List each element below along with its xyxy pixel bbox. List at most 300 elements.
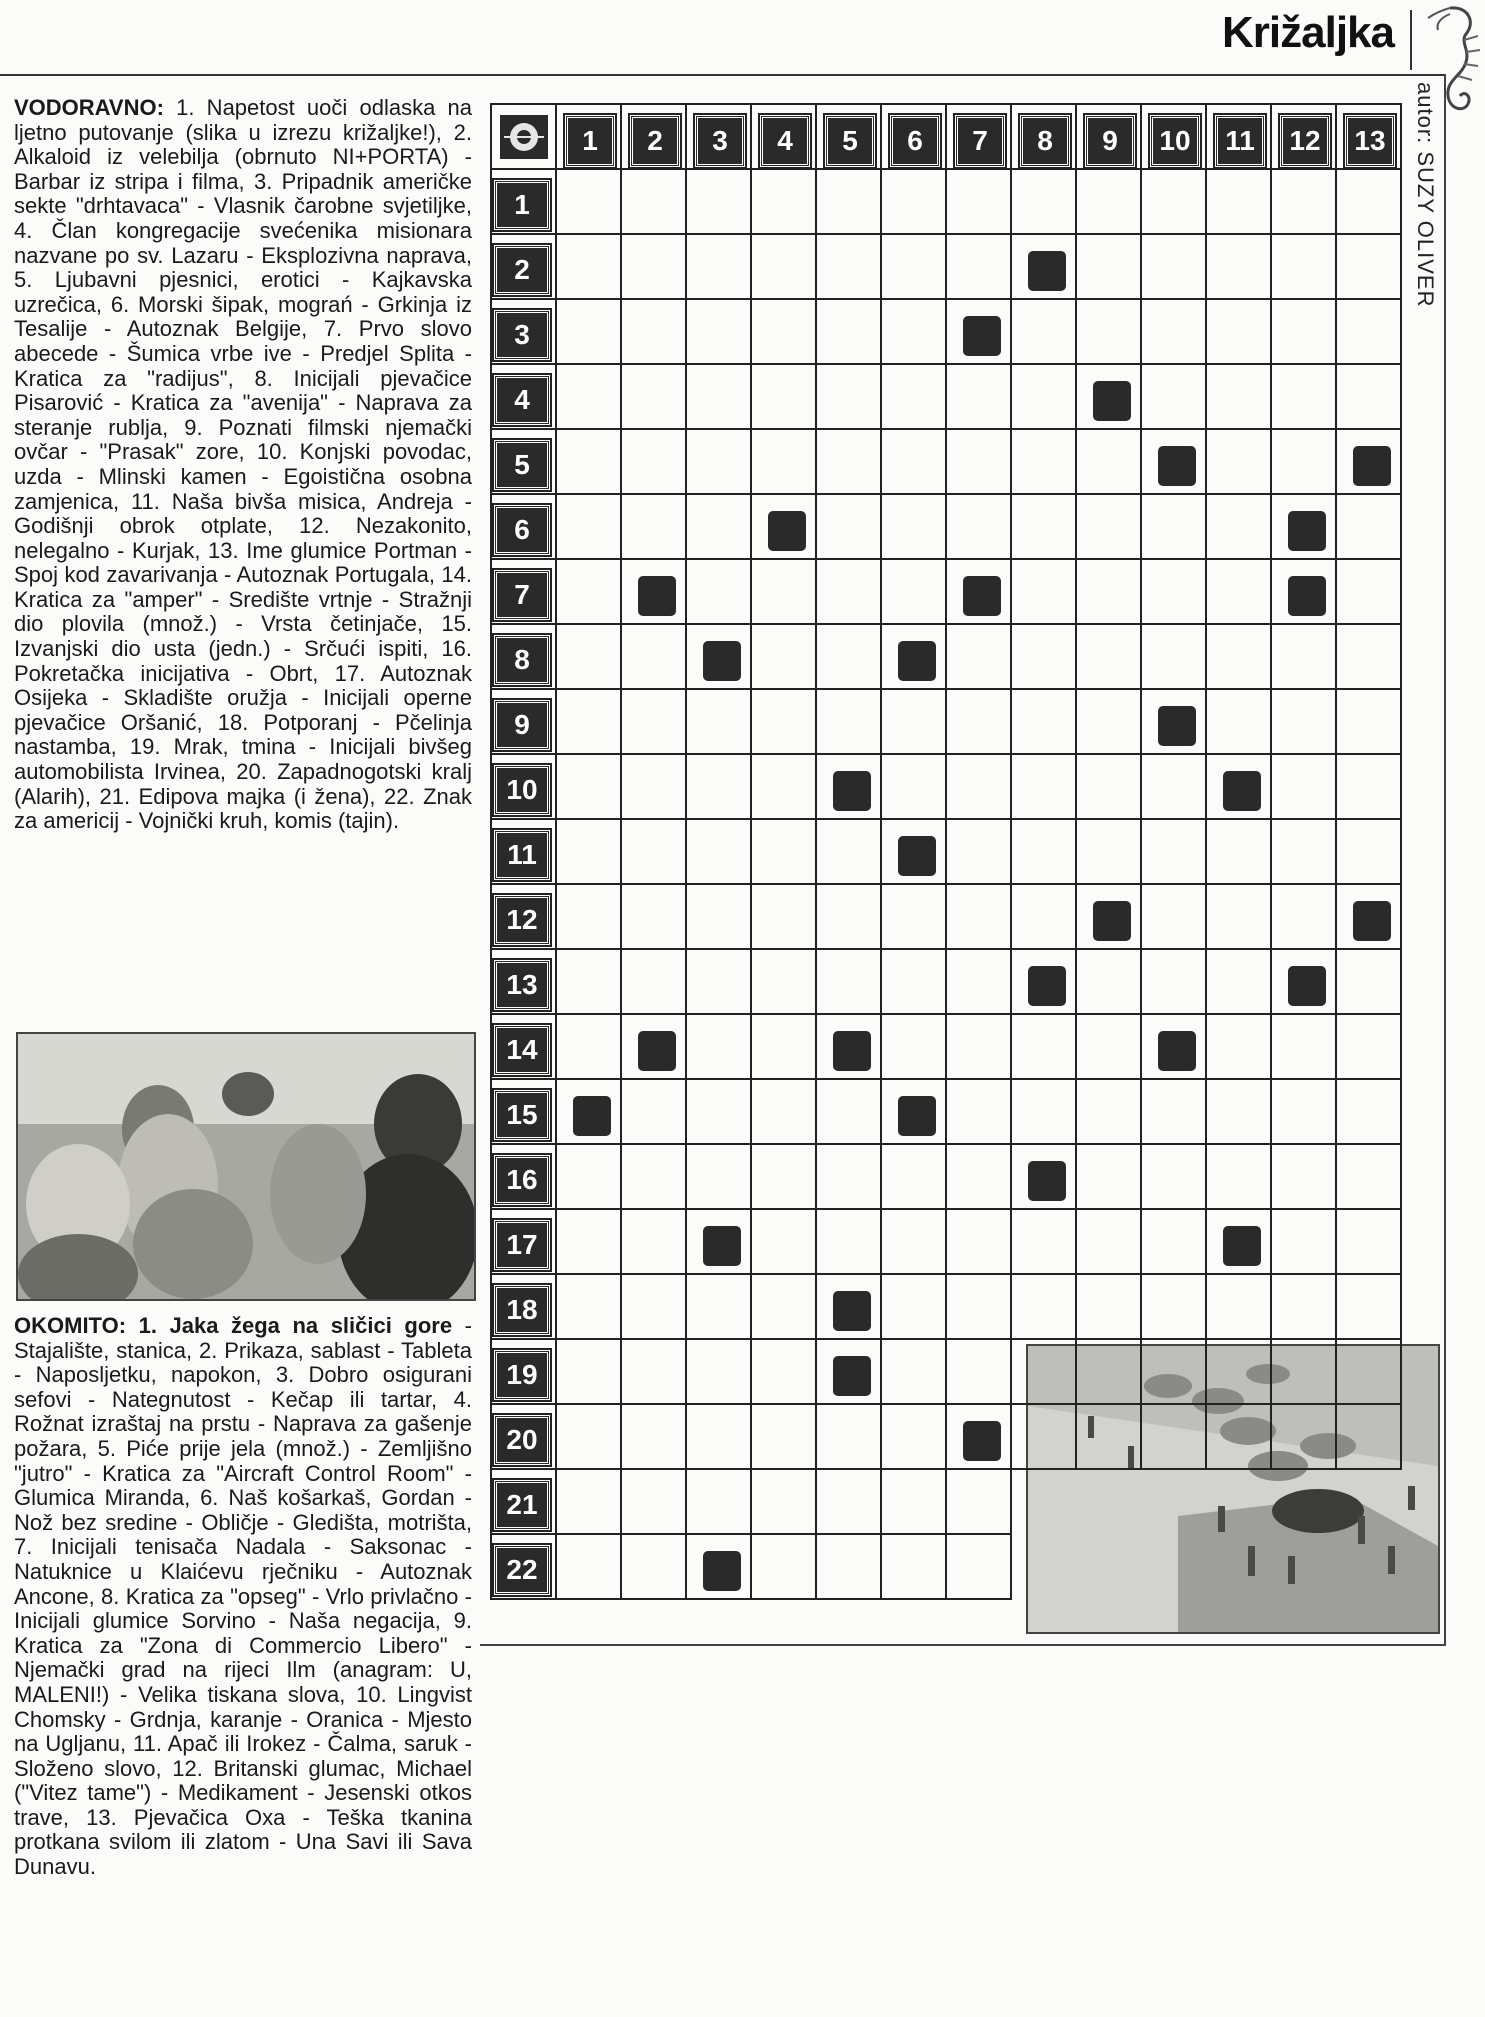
letter-cell[interactable]: [622, 1080, 687, 1145]
row-number: 12: [494, 895, 550, 945]
letter-cell[interactable]: [752, 170, 817, 235]
letter-cell[interactable]: [687, 300, 752, 365]
letter-cell[interactable]: [1012, 1405, 1077, 1470]
letter-cell[interactable]: [882, 1275, 947, 1340]
letter-cell[interactable]: [557, 1275, 622, 1340]
row-number: 5: [494, 440, 550, 490]
letter-cell[interactable]: [752, 885, 817, 950]
row-number: 17: [494, 1220, 550, 1270]
letter-cell[interactable]: [752, 820, 817, 885]
letter-cell[interactable]: [1012, 1340, 1077, 1405]
column-header-6: [882, 105, 947, 170]
black-cell: [817, 1015, 882, 1080]
letter-cell[interactable]: [752, 300, 817, 365]
row-number: 18: [494, 1285, 550, 1335]
letter-cell[interactable]: [1272, 1145, 1337, 1210]
letter-cell[interactable]: [1207, 560, 1272, 625]
black-cell: [1272, 495, 1337, 560]
letter-cell[interactable]: [1012, 560, 1077, 625]
letter-cell[interactable]: [687, 170, 752, 235]
letter-cell[interactable]: [1207, 1015, 1272, 1080]
black-square: [573, 1096, 611, 1136]
letter-cell[interactable]: [557, 1340, 622, 1405]
row-number: 19: [494, 1350, 550, 1400]
letter-cell[interactable]: [947, 365, 1012, 430]
row-header-1: [492, 170, 557, 235]
letter-cell[interactable]: [1207, 1145, 1272, 1210]
row-number: 3: [494, 310, 550, 360]
letter-cell[interactable]: [882, 885, 947, 950]
letter-cell[interactable]: [687, 365, 752, 430]
letter-cell[interactable]: [1077, 495, 1142, 560]
column-number: 8: [1020, 115, 1070, 167]
letter-cell[interactable]: [622, 690, 687, 755]
letter-cell[interactable]: [1207, 170, 1272, 235]
letter-cell[interactable]: [1012, 1015, 1077, 1080]
letter-cell[interactable]: [687, 1405, 752, 1470]
letter-cell[interactable]: [1012, 1275, 1077, 1340]
black-square: [963, 1421, 1001, 1461]
letter-cell[interactable]: [1012, 170, 1077, 235]
letter-cell[interactable]: [1272, 430, 1337, 495]
letter-cell[interactable]: [622, 365, 687, 430]
letter-cell[interactable]: [817, 430, 882, 495]
letter-cell[interactable]: [947, 1340, 1012, 1405]
letter-cell[interactable]: [947, 235, 1012, 300]
letter-cell[interactable]: [687, 1145, 752, 1210]
letter-cell[interactable]: [882, 690, 947, 755]
letter-cell[interactable]: [687, 1015, 752, 1080]
letter-cell[interactable]: [1272, 820, 1337, 885]
letter-cell[interactable]: [1012, 820, 1077, 885]
letter-cell[interactable]: [1337, 1015, 1402, 1080]
letter-cell[interactable]: [882, 950, 947, 1015]
letter-cell[interactable]: [1272, 365, 1337, 430]
letter-cell[interactable]: [947, 1535, 1012, 1600]
letter-cell[interactable]: [1272, 1210, 1337, 1275]
letter-cell[interactable]: [947, 950, 1012, 1015]
letter-cell[interactable]: [622, 1340, 687, 1405]
letter-cell[interactable]: [557, 365, 622, 430]
letter-cell[interactable]: [1077, 1015, 1142, 1080]
letter-cell[interactable]: [622, 755, 687, 820]
letter-cell[interactable]: [817, 885, 882, 950]
letter-cell[interactable]: [1272, 1405, 1337, 1470]
letter-cell[interactable]: [1337, 1340, 1402, 1405]
letter-cell[interactable]: [1337, 300, 1402, 365]
letter-cell[interactable]: [882, 170, 947, 235]
letter-cell[interactable]: [557, 1470, 622, 1535]
letter-cell[interactable]: [947, 430, 1012, 495]
letter-cell[interactable]: [1272, 690, 1337, 755]
letter-cell[interactable]: [1337, 950, 1402, 1015]
letter-cell[interactable]: [1077, 820, 1142, 885]
letter-cell[interactable]: [687, 1470, 752, 1535]
letter-cell[interactable]: [622, 950, 687, 1015]
letter-cell[interactable]: [752, 1275, 817, 1340]
letter-cell[interactable]: [687, 885, 752, 950]
letter-cell[interactable]: [1207, 1405, 1272, 1470]
letter-cell[interactable]: [557, 885, 622, 950]
black-square: [1223, 771, 1261, 811]
letter-cell[interactable]: [1207, 950, 1272, 1015]
letter-cell[interactable]: [1337, 690, 1402, 755]
black-square: [1353, 901, 1391, 941]
letter-cell[interactable]: [1207, 690, 1272, 755]
black-square: [898, 641, 936, 681]
letter-cell[interactable]: [557, 560, 622, 625]
black-cell: [947, 560, 1012, 625]
letter-cell[interactable]: [1012, 430, 1077, 495]
letter-cell[interactable]: [1077, 1340, 1142, 1405]
letter-cell[interactable]: [752, 950, 817, 1015]
letter-cell[interactable]: [1077, 690, 1142, 755]
letter-cell[interactable]: [1142, 170, 1207, 235]
letter-cell[interactable]: [1142, 300, 1207, 365]
letter-cell[interactable]: [1012, 300, 1077, 365]
letter-cell[interactable]: [557, 1535, 622, 1600]
row-header-9: [492, 690, 557, 755]
letter-cell[interactable]: [622, 885, 687, 950]
letter-cell[interactable]: [817, 170, 882, 235]
letter-cell[interactable]: [752, 1340, 817, 1405]
black-square: [638, 1031, 676, 1071]
letter-cell[interactable]: [557, 820, 622, 885]
letter-cell[interactable]: [1337, 560, 1402, 625]
letter-cell[interactable]: [947, 1015, 1012, 1080]
letter-cell[interactable]: [882, 1535, 947, 1600]
letter-cell[interactable]: [947, 495, 1012, 560]
letter-cell[interactable]: [622, 820, 687, 885]
column-header-12: [1272, 105, 1337, 170]
letter-cell[interactable]: [752, 1080, 817, 1145]
letter-cell[interactable]: [947, 1470, 1012, 1535]
column-header-8: [1012, 105, 1077, 170]
black-cell: [1012, 235, 1077, 300]
letter-cell[interactable]: [1142, 1405, 1207, 1470]
letter-cell[interactable]: [882, 1145, 947, 1210]
letter-cell[interactable]: [1142, 560, 1207, 625]
letter-cell[interactable]: [1272, 885, 1337, 950]
letter-cell[interactable]: [1142, 885, 1207, 950]
letter-cell[interactable]: [1142, 1340, 1207, 1405]
letter-cell[interactable]: [557, 495, 622, 560]
row-number: 4: [494, 375, 550, 425]
letter-cell[interactable]: [752, 1470, 817, 1535]
letter-cell[interactable]: [1207, 820, 1272, 885]
black-cell: [687, 1535, 752, 1600]
letter-cell[interactable]: [882, 1015, 947, 1080]
letter-cell[interactable]: [1337, 1145, 1402, 1210]
letter-cell[interactable]: [817, 1470, 882, 1535]
letter-cell[interactable]: [622, 170, 687, 235]
letter-cell[interactable]: [882, 1340, 947, 1405]
letter-cell[interactable]: [752, 1210, 817, 1275]
letter-cell[interactable]: [1012, 690, 1077, 755]
letter-cell[interactable]: [1272, 625, 1337, 690]
letter-cell[interactable]: [1207, 625, 1272, 690]
row-header-4: [492, 365, 557, 430]
row-number: 20: [494, 1415, 550, 1465]
letter-cell[interactable]: [817, 625, 882, 690]
letter-cell[interactable]: [1077, 755, 1142, 820]
letter-cell[interactable]: [1272, 235, 1337, 300]
letter-cell[interactable]: [1207, 430, 1272, 495]
letter-cell[interactable]: [947, 755, 1012, 820]
letter-cell[interactable]: [882, 1405, 947, 1470]
letter-cell[interactable]: [752, 1145, 817, 1210]
seahorse-icon: [1420, 0, 1482, 130]
letter-cell[interactable]: [557, 690, 622, 755]
black-cell: [1142, 690, 1207, 755]
letter-cell[interactable]: [1142, 1145, 1207, 1210]
letter-cell[interactable]: [1337, 1405, 1402, 1470]
letter-cell[interactable]: [1207, 1275, 1272, 1340]
letter-cell[interactable]: [622, 1275, 687, 1340]
letter-cell[interactable]: [817, 1080, 882, 1145]
column-number: 11: [1215, 115, 1265, 167]
black-square: [1353, 446, 1391, 486]
column-header-4: [752, 105, 817, 170]
letter-cell[interactable]: [1142, 950, 1207, 1015]
letter-cell[interactable]: [1272, 300, 1337, 365]
letter-cell[interactable]: [557, 755, 622, 820]
letter-cell[interactable]: [1337, 1210, 1402, 1275]
letter-cell[interactable]: [817, 300, 882, 365]
letter-cell[interactable]: [947, 1275, 1012, 1340]
letter-cell[interactable]: [557, 430, 622, 495]
letter-cell[interactable]: [1077, 170, 1142, 235]
letter-cell[interactable]: [557, 235, 622, 300]
letter-cell[interactable]: [687, 495, 752, 560]
letter-cell[interactable]: [1077, 625, 1142, 690]
letter-cell[interactable]: [1077, 430, 1142, 495]
letter-cell[interactable]: [752, 1015, 817, 1080]
row-header-6: [492, 495, 557, 560]
letter-cell[interactable]: [1077, 1275, 1142, 1340]
letter-cell[interactable]: [1142, 625, 1207, 690]
black-square: [703, 1226, 741, 1266]
letter-cell[interactable]: [1077, 1210, 1142, 1275]
letter-cell[interactable]: [817, 1535, 882, 1600]
letter-cell[interactable]: [557, 1210, 622, 1275]
black-cell: [947, 300, 1012, 365]
letter-cell[interactable]: [882, 495, 947, 560]
letter-cell[interactable]: [1012, 1080, 1077, 1145]
letter-cell[interactable]: [557, 625, 622, 690]
column-header-1: [557, 105, 622, 170]
column-number: 4: [760, 115, 810, 167]
letter-cell[interactable]: [557, 1405, 622, 1470]
letter-cell[interactable]: [817, 235, 882, 300]
black-square: [638, 576, 676, 616]
letter-cell[interactable]: [947, 170, 1012, 235]
letter-cell[interactable]: [687, 560, 752, 625]
letter-cell[interactable]: [557, 1145, 622, 1210]
letter-cell[interactable]: [1207, 1340, 1272, 1405]
letter-cell[interactable]: [947, 1210, 1012, 1275]
letter-cell[interactable]: [687, 755, 752, 820]
letter-cell[interactable]: [1272, 1080, 1337, 1145]
letter-cell[interactable]: [687, 235, 752, 300]
letter-cell[interactable]: [752, 560, 817, 625]
letter-cell[interactable]: [1337, 820, 1402, 885]
letter-cell[interactable]: [817, 820, 882, 885]
letter-cell[interactable]: [882, 1470, 947, 1535]
letter-cell[interactable]: [1272, 1275, 1337, 1340]
letter-cell[interactable]: [882, 560, 947, 625]
letter-cell[interactable]: [1142, 1275, 1207, 1340]
letter-cell[interactable]: [1207, 235, 1272, 300]
letter-cell[interactable]: [1142, 1080, 1207, 1145]
letter-cell[interactable]: [1272, 755, 1337, 820]
letter-cell[interactable]: [622, 1405, 687, 1470]
letter-cell[interactable]: [557, 1015, 622, 1080]
black-cell: [882, 820, 947, 885]
letter-cell[interactable]: [557, 170, 622, 235]
letter-cell[interactable]: [1272, 1015, 1337, 1080]
letter-cell[interactable]: [882, 365, 947, 430]
black-cell: [622, 560, 687, 625]
letter-cell[interactable]: [622, 300, 687, 365]
row-number: 21: [494, 1480, 550, 1530]
black-cell: [1142, 1015, 1207, 1080]
row-header-7: [492, 560, 557, 625]
black-square: [963, 576, 1001, 616]
letter-cell[interactable]: [882, 300, 947, 365]
black-square: [703, 1551, 741, 1591]
letter-cell[interactable]: [752, 690, 817, 755]
black-square: [1223, 1226, 1261, 1266]
letter-cell[interactable]: [752, 1535, 817, 1600]
letter-cell[interactable]: [1142, 755, 1207, 820]
letter-cell[interactable]: [1012, 885, 1077, 950]
letter-cell[interactable]: [1272, 1340, 1337, 1405]
letter-cell[interactable]: [1077, 300, 1142, 365]
column-header-10: [1142, 105, 1207, 170]
letter-cell[interactable]: [1077, 950, 1142, 1015]
letter-cell[interactable]: [1272, 170, 1337, 235]
column-number: 12: [1280, 115, 1330, 167]
letter-cell[interactable]: [1207, 1080, 1272, 1145]
letter-cell[interactable]: [1077, 1145, 1142, 1210]
letter-cell[interactable]: [1337, 755, 1402, 820]
letter-cell[interactable]: [1012, 495, 1077, 560]
letter-cell[interactable]: [817, 365, 882, 430]
letter-cell[interactable]: [947, 1080, 1012, 1145]
letter-cell[interactable]: [1077, 1080, 1142, 1145]
letter-cell[interactable]: [1207, 365, 1272, 430]
row-number: 8: [494, 635, 550, 685]
letter-cell[interactable]: [622, 1210, 687, 1275]
letter-cell[interactable]: [1012, 1210, 1077, 1275]
letter-cell[interactable]: [1337, 170, 1402, 235]
letter-cell[interactable]: [687, 950, 752, 1015]
letter-cell[interactable]: [1142, 1210, 1207, 1275]
letter-cell[interactable]: [1337, 1080, 1402, 1145]
horizontal-clues: [14, 96, 472, 834]
letter-cell[interactable]: [1142, 235, 1207, 300]
letter-cell[interactable]: [882, 1210, 947, 1275]
letter-cell[interactable]: [1012, 755, 1077, 820]
letter-cell[interactable]: [1077, 235, 1142, 300]
letter-cell[interactable]: [882, 430, 947, 495]
letter-cell[interactable]: [687, 820, 752, 885]
letter-cell[interactable]: [687, 1275, 752, 1340]
letter-cell[interactable]: [1337, 495, 1402, 560]
letter-cell[interactable]: [817, 1210, 882, 1275]
letter-cell[interactable]: [622, 1470, 687, 1535]
letter-cell[interactable]: [622, 625, 687, 690]
black-square: [1028, 1161, 1066, 1201]
letter-cell[interactable]: [752, 755, 817, 820]
letter-cell[interactable]: [752, 625, 817, 690]
row-header-18: [492, 1275, 557, 1340]
letter-cell[interactable]: [557, 950, 622, 1015]
row-header-16: [492, 1145, 557, 1210]
letter-cell[interactable]: [882, 235, 947, 300]
letter-cell[interactable]: [687, 1080, 752, 1145]
letter-cell[interactable]: [557, 300, 622, 365]
letter-cell[interactable]: [752, 365, 817, 430]
letter-cell[interactable]: [947, 690, 1012, 755]
letter-cell[interactable]: [752, 235, 817, 300]
letter-cell[interactable]: [752, 430, 817, 495]
letter-cell[interactable]: [882, 755, 947, 820]
row-number: 15: [494, 1090, 550, 1140]
letter-cell[interactable]: [1207, 885, 1272, 950]
letter-cell[interactable]: [1337, 1275, 1402, 1340]
letter-cell[interactable]: [687, 430, 752, 495]
letter-cell[interactable]: [752, 1405, 817, 1470]
letter-cell[interactable]: [687, 690, 752, 755]
letter-cell[interactable]: [947, 820, 1012, 885]
black-cell: [1142, 430, 1207, 495]
letter-cell[interactable]: [1142, 820, 1207, 885]
letter-cell[interactable]: [817, 1145, 882, 1210]
letter-cell[interactable]: [1142, 365, 1207, 430]
letter-cell[interactable]: [1077, 560, 1142, 625]
letter-cell[interactable]: [817, 950, 882, 1015]
letter-cell[interactable]: [947, 625, 1012, 690]
letter-cell[interactable]: [622, 495, 687, 560]
letter-cell[interactable]: [947, 885, 1012, 950]
black-cell: [882, 1080, 947, 1145]
letter-cell[interactable]: [1337, 235, 1402, 300]
letter-cell[interactable]: [1207, 300, 1272, 365]
letter-cell[interactable]: [1012, 625, 1077, 690]
letter-cell[interactable]: [1337, 365, 1402, 430]
letter-cell[interactable]: [1337, 625, 1402, 690]
author-credit: autor: SUZY OLIVER: [1413, 82, 1438, 308]
letter-cell[interactable]: [622, 1145, 687, 1210]
letter-cell[interactable]: [622, 430, 687, 495]
title-divider: [1410, 10, 1412, 70]
letter-cell[interactable]: [1012, 365, 1077, 430]
letter-cell[interactable]: [817, 560, 882, 625]
letter-cell[interactable]: [622, 1535, 687, 1600]
letter-cell[interactable]: [817, 1405, 882, 1470]
letter-cell[interactable]: [1207, 495, 1272, 560]
letter-cell[interactable]: [817, 495, 882, 560]
letter-cell[interactable]: [817, 690, 882, 755]
letter-cell[interactable]: [1142, 495, 1207, 560]
letter-cell[interactable]: [622, 235, 687, 300]
vertical-clues: [14, 1314, 472, 1880]
letter-cell[interactable]: [947, 1145, 1012, 1210]
letter-cell[interactable]: [687, 1340, 752, 1405]
letter-cell[interactable]: [1077, 1405, 1142, 1470]
